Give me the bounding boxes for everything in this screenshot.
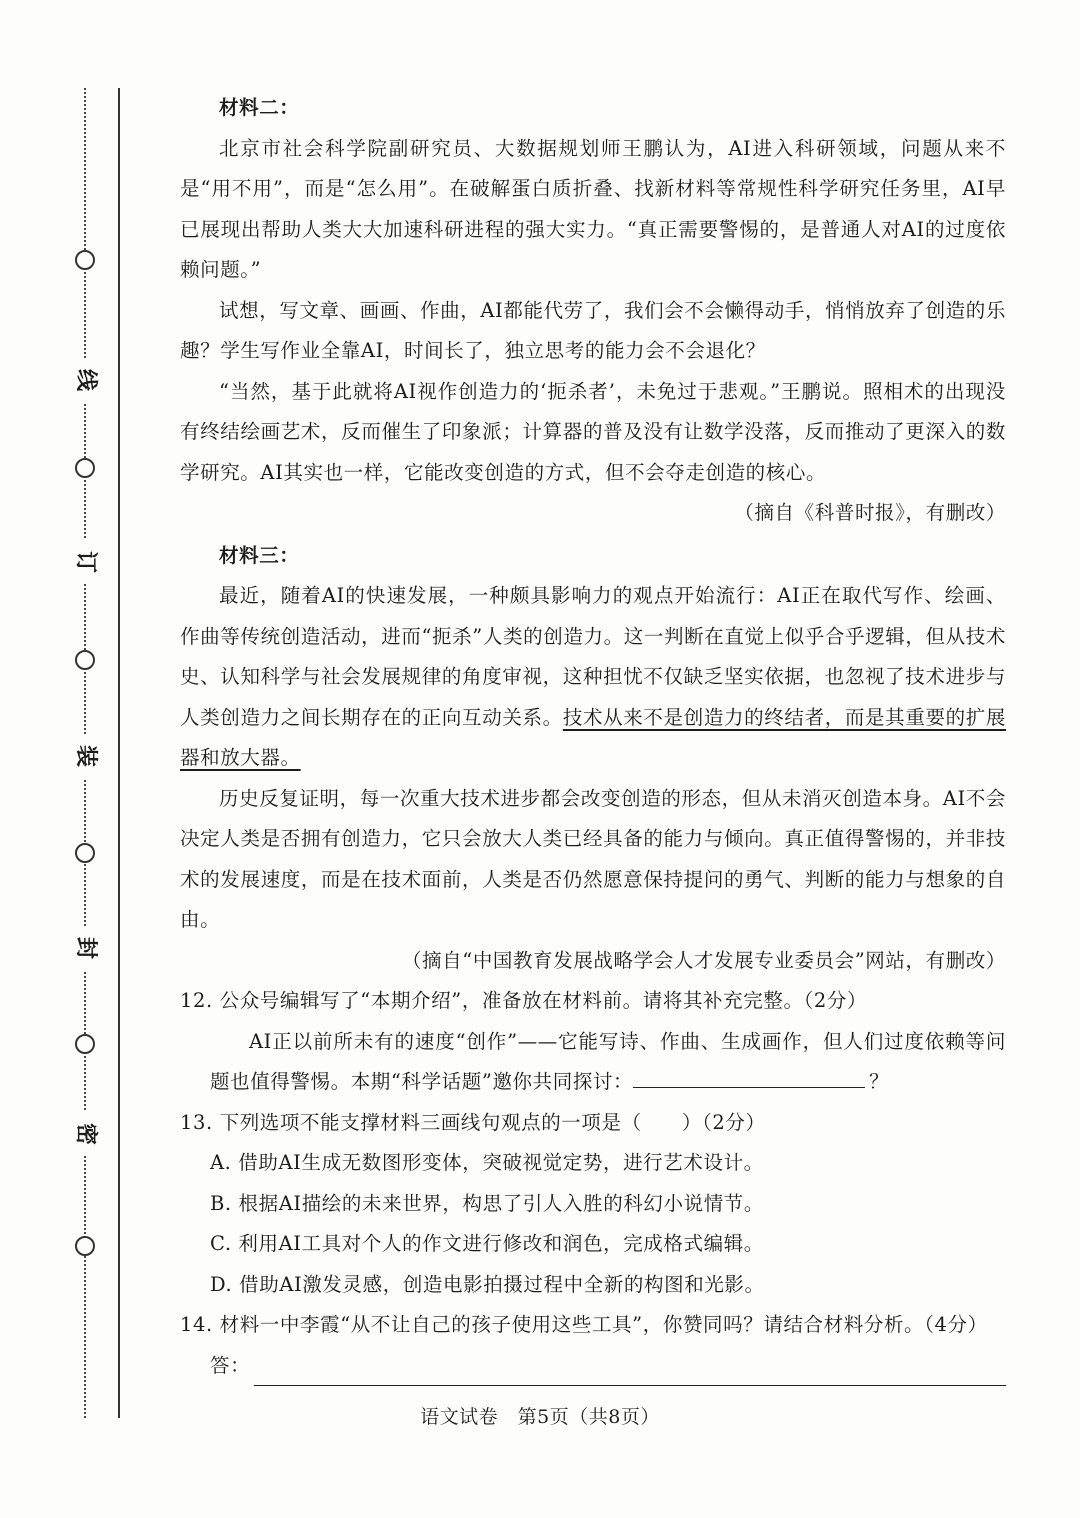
- answer-label: 答：: [210, 1353, 251, 1377]
- margin-mark-order: 订: [72, 540, 100, 584]
- binding-circle: [75, 250, 95, 270]
- material-3-heading: 材料三：: [219, 543, 300, 567]
- exam-content: [180, 88, 1006, 1386]
- binding-circle: [75, 1236, 95, 1256]
- page-footer: 语文试卷 第5页（共8页）: [420, 1406, 660, 1428]
- material-2-paragraph: 北京市社会科学院副研究员、大数据规划师王鹏认为，AI进入科研领域，问题从来不是“用不用”，而是“怎么用”。在破解蛋白质折叠、找新材料等常规性科学研究任务里，AI早已展现出帮助人类大大加速科研进程的强大实力。“真正需要警惕的，是普通人对AI的过度依赖问题。”: [180, 136, 1006, 281]
- margin-mark-secret: 密: [72, 1112, 100, 1156]
- question-12-mark: ？: [869, 1070, 890, 1093]
- binding-circle: [75, 458, 95, 478]
- question-12-stem: 12. 公众号编辑写了“本期介绍”，准备放在材料前。请将其补充完整。（2分）: [180, 989, 868, 1012]
- question-14-stem: 14. 材料一中李霞“从不让自己的孩子使用这些工具”，你赞同吗？请结合材料分析。（4分）: [180, 1313, 988, 1336]
- material-3-paragraph: [180, 576, 1006, 779]
- margin-mark-bind: 装: [72, 734, 100, 778]
- question-13-stem: 13. 下列选项不能支撑材料三画线句观点的一项是（ ）（2分）: [180, 1110, 766, 1134]
- material-3-text: 最近，随着AI的快速发展，一种颇具影响力的观点开始流行：AI正在取代写作、绘画、作曲等传统创造活动，进而“扼杀”人类的创造力。这一判断在直觉上似乎合乎逻辑，但从技术史、认知科学与社会发展规律的角度审视，这种担忧不仅缺乏坚实依据，也忽视了技术进步与人类创造力之间长期存在的正向互动关系。: [180, 584, 1006, 729]
- question-13-option-c[interactable]: C. 利用AI工具对个人的作文进行修改和润色，完成格式编辑。: [210, 1232, 764, 1255]
- binding-margin-rule: [118, 88, 120, 1418]
- material-2-heading: 材料二：: [219, 96, 300, 119]
- question-13-option-a[interactable]: A. 借助AI生成无数图形变体，突破视觉定势，进行艺术设计。: [210, 1151, 764, 1174]
- question-14-answer: [180, 1346, 1006, 1387]
- material-3-paragraph: 历史反复证明，每一次重大技术进步都会改变创造的形态，但从未消灭创造本身。AI不会决定人类是否拥有创造力，它只会放大人类已经具备的能力与倾向。真正值得警惕的，并非技术的发展速度，而是在技术面前，人类是否仍然愿意保持提问的勇气、判断的能力与想象的自由。: [180, 786, 1006, 931]
- material-2-paragraph: 试想，写文章、画画、作曲，AI都能代劳了，我们会不会懒得动手，悄悄放弃了创造的乐趣？学生写作业全靠AI，时间长了，独立思考的能力会不会退化？: [180, 298, 1006, 362]
- binding-circle: [75, 1034, 95, 1054]
- answer-line[interactable]: [254, 1361, 1006, 1386]
- material-2-paragraph: “当然，基于此就将AI视作创造力的‘扼杀者’，未免过于悲观。”王鹏说。照相术的出现没有终结绘画艺术，反而催生了印象派；计算器的普及没有让数学没落，反而推动了更深入的数学研究。AI其实也一样，它能改变创造的方式，但不会夺走创造的核心。: [180, 379, 1006, 484]
- material-3-source: （摘自“中国教育发展战略学会人才发展专业委员会”网站，有删改）: [401, 948, 1006, 972]
- margin-mark-line: 线: [72, 358, 100, 402]
- material-2-source: （摘自《科普时报》，有删改）: [734, 501, 1006, 524]
- question-12-intro: [180, 1022, 1006, 1103]
- question-12-text: AI正以前所未有的速度“创作”——它能写诗、作曲、生成画作，但人们过度依赖等问题也值得警惕。本期“科学话题”邀你共同探讨：: [210, 1029, 1006, 1093]
- margin-mark-seal: 封: [72, 926, 100, 970]
- question-13-option-d[interactable]: D. 借助AI激发灵感，创造电影拍摄过程中全新的构图和光影。: [210, 1272, 765, 1296]
- binding-circle: [75, 843, 95, 863]
- underlined-sentence: 技术从来不是创造力的终结者，而是其重要的扩展器和放大器。: [180, 705, 1007, 769]
- question-13-option-b[interactable]: B. 根据AI描绘的未来世界，构思了引人入胜的科幻小说情节。: [210, 1191, 765, 1215]
- question-12-blank[interactable]: [633, 1069, 865, 1088]
- binding-circle: [75, 650, 95, 670]
